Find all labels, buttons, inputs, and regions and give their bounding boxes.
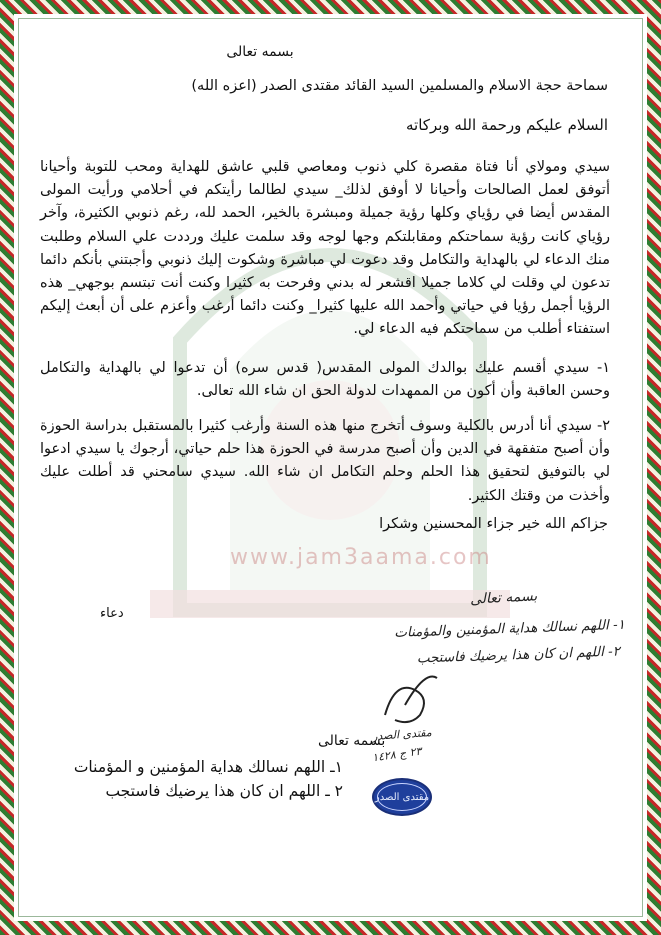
letter-closing: جزاكم الله خير جزاء المحسنين وشكرا (379, 515, 608, 532)
seal-text: مقتدى الصدر (374, 791, 430, 803)
typed-reply-line-2: ٢ ـ اللهم ان كان هذا يرضيك فاستجب (105, 782, 343, 800)
paragraph-point-one: ١- سيدي أقسم عليك بوالدك المولى المقدس( قدس سره) أن تدعوا لي بالهداية والتكامل وحسن العاقبة وأن أكون من الممهدات لدولة الحق ان شاء الله تعالى. (40, 359, 610, 399)
duaa-label: دعاء (100, 606, 124, 621)
handwritten-line-1: ١- اللهم نسالك هداية المؤمنين والمؤمنات (393, 616, 626, 641)
letter-greeting: السلام عليكم ورحمة الله وبركاته (406, 116, 608, 134)
handwritten-heading: بسمه تعالى (469, 588, 538, 608)
seal-ring (374, 783, 430, 811)
letter-addressee: سماحة حجة الاسلام والمسلمين السيد القائد مقتدى الصدر (اعزه الله) (191, 78, 608, 94)
paragraph-request: سيدي ومولاي أنا فتاة مقصرة كلي ذنوب ومعاصي قلبي عاشق للهداية ومحب للتوبة وأحيانا أتوفق لعمل الصالحات وأحيانا لا أوفق لذلك_ سيدي لطالما رأيتكم في أحلامي ورأيت المولى المقدس أيضا في رؤياي وكلها رؤية جميلة ومبشرة بالخير، الحمد لله، رغم ذنوبي الكثيرة، وآخر رؤياي كانت رؤية سماحتكم ومقابلتكم وجها لوجه وقد سلمت عليك ورددت علي السلام وطلبت منك الدعاء لي بالهداية والتكامل وقد دعوت لي مباشرة وشكوت إليك ذنوبي وأجبتني بأنكم دائما تدعون لي وقلت لي كلاما جميلا اقشعر له بدني وفرحت به كثيرا وكنت أنت تبتسم بوجهي_ هذه الرؤيا أجمل رؤيا في حياتي وأحمد الله عليها كثيرا_ وكنت دائما أرغب وأعزم على أن أبعث إليكم استفتاء أطلب من سماحتكم فيه الدعاء لي. (40, 159, 610, 338)
signature-date: ٢٣ ج ١٤٢٨ (371, 744, 423, 765)
paragraph-point-two: ٢- سيدي أنا أدرس بالكلية وسوف أتخرج منها هذه السنة وأرغب كثيرا بالمستقبل بدراسة الحوزة وأن أصبح متفقهة في الدين وأن أصبح مدرسة في الحوزة هذا حلم حياتي، أرجوك يا سيدي ادعوا لي بالتوفيق لتحقيق هذا الحلم وحلم التكامل ان شاء الله. سيدي سامحني قد أطلت عليك وأخذت من وقتك الكثير. (40, 418, 610, 504)
typed-reply-title: بسمه تعالى (318, 733, 386, 749)
letter-title: بسمه تعالى (226, 44, 294, 60)
signature-name: مقتدى الصدر (371, 725, 433, 744)
watermark-site: www.jam3aama.com (230, 545, 492, 570)
handwritten-line-2: ٢- اللهم ان كان هذا يرضيك فاستجب (416, 643, 621, 667)
typed-reply-line-1: ١ـ اللهم نسالك هداية المؤمنين و المؤمنات (73, 758, 343, 776)
letter-body (40, 36, 630, 532)
signature-scrawl-icon (375, 660, 445, 730)
blue-seal-stamp (372, 778, 432, 816)
